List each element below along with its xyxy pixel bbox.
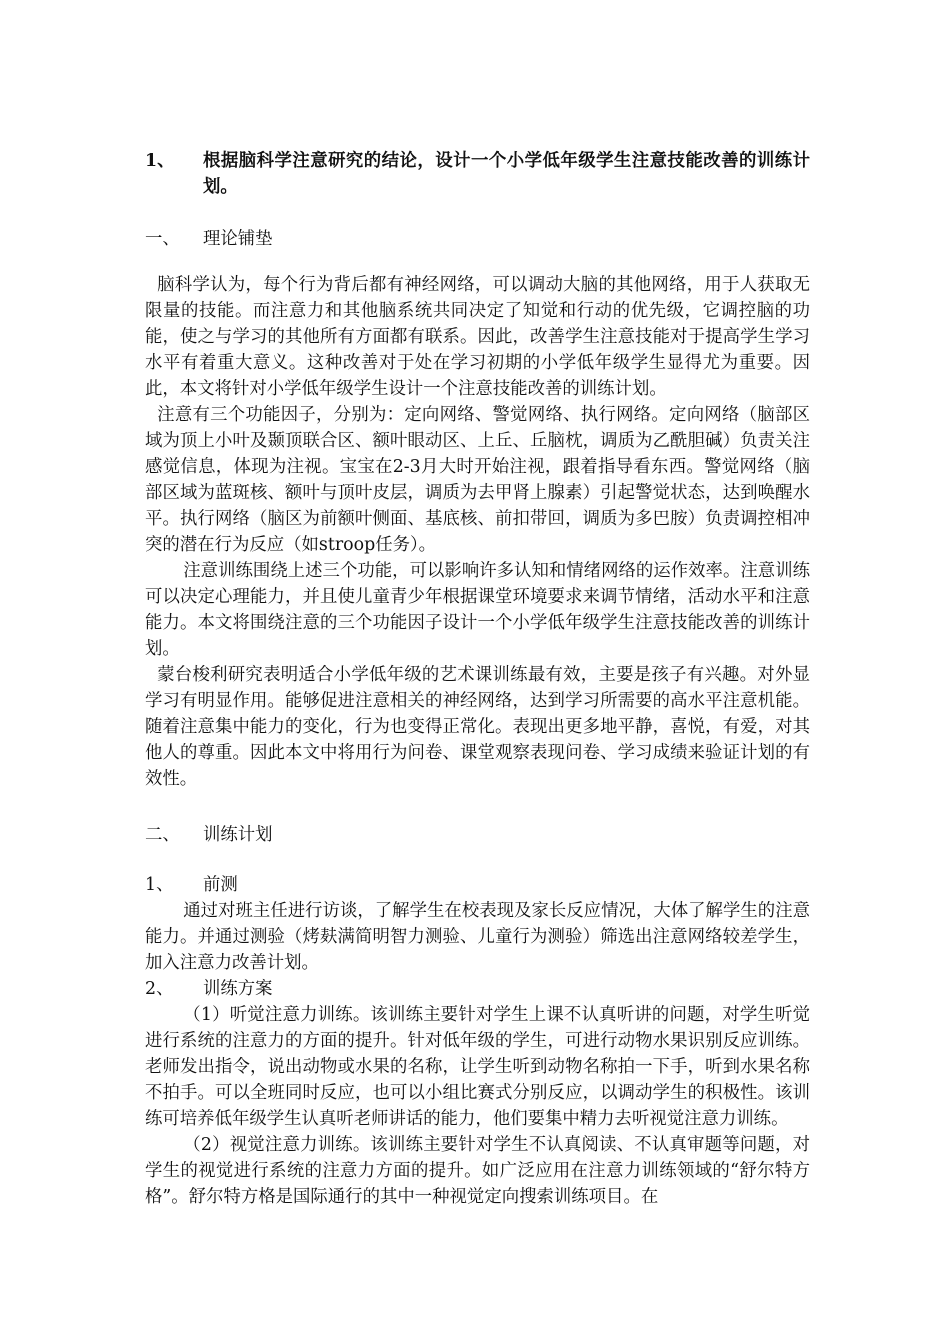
question-number: 1、	[145, 151, 175, 171]
section1-title: 理论铺垫	[203, 229, 273, 249]
subsection2-body	[145, 1002, 810, 1210]
section1-number: 一、	[145, 229, 180, 249]
subsection1-number: 1、	[145, 875, 174, 895]
question-text: 根据脑科学注意研究的结论，设计一个小学低年级学生注意技能改善的训练计划。	[203, 151, 810, 197]
subsection2-heading	[145, 976, 810, 1002]
paragraph: 脑科学认为，每个行为背后都有神经网络，可以调动大脑的其他网络，用于人获取无限量的技能。而注意力和其他脑系统共同决定了知觉和行动的优先级，它调控脑的功能，使之与学习的其他所有方面都有联系。因此，改善学生注意技能对于提高学生学习水平有着重大意义。这种改善对于处在学习初期的小学低年级学生显得尤为重要。因此，本文将针对小学低年级学生设计一个注意技能改善的训练计划。	[145, 275, 810, 399]
paragraph: （2）视觉注意力训练。该训练主要针对学生不认真阅读、不认真审题等问题，对学生的视觉进行系统的注意力方面的提升。如广泛应用在注意力训练领域的“舒尔特方格”。舒尔特方格是国际通行的其中一种视觉定向搜索训练项目。在	[145, 1135, 810, 1207]
paragraph: 注意有三个功能因子，分别为：定向网络、警觉网络、执行网络。定向网络（脑部区域为顶上小叶及颞顶联合区、额叶眼动区、上丘、丘脑枕，调质为乙酰胆碱）负责关注感觉信息，体现为注视。宝宝在2-3月大时开始注视，跟着指导看东西。警觉网络（脑部区域为蓝斑核、额叶与顶叶皮层，调质为去甲肾上腺素）引起警觉状态，达到唤醒水平。执行网络（脑区为前额叶侧面、基底核、前扣带回，调质为多巴胺）负责调控相冲突的潜在行为反应（如stroop任务）。	[145, 405, 810, 555]
subsection1-body	[145, 898, 810, 976]
subsection2-number: 2、	[145, 979, 174, 999]
paragraph: 注意训练围绕上述三个功能，可以影响许多认知和情绪网络的运作效率。注意训练可以决定心理能力，并且使儿童青少年根据课堂环境要求来调节情绪，活动水平和注意能力。本文将围绕注意的三个功能因子设计一个小学低年级学生注意技能改善的训练计划。	[145, 561, 810, 659]
subsection1-title: 前测	[203, 875, 238, 895]
section2-title: 训练计划	[203, 825, 273, 845]
section2-heading	[145, 822, 810, 848]
subsection2-title: 训练方案	[203, 979, 273, 999]
section2-number: 二、	[145, 825, 180, 845]
paragraph: 蒙台梭利研究表明适合小学低年级的艺术课训练最有效，主要是孩子有兴趣。对外显学习有明显作用。能够促进注意相关的神经网络，达到学习所需要的高水平注意机能。随着注意集中能力的变化，行为也变得正常化。表现出更多地平静，喜悦，有爱，对其他人的尊重。因此本文中将用行为问卷、课堂观察表现问卷、学习成绩来验证计划的有效性。	[145, 665, 810, 789]
section1-body	[145, 272, 810, 792]
paragraph: （1）听觉注意力训练。该训练主要针对学生上课不认真听讲的问题，对学生听觉进行系统的注意力的方面的提升。针对低年级的学生，可进行动物水果识别反应训练。老师发出指令，说出动物或水果的名称，让学生听到动物名称拍一下手，听到水果名称不拍手。可以全班同时反应，也可以小组比赛式分别反应，以调动学生的积极性。该训练可培养低年级学生认真听老师讲话的能力，他们要集中精力去听视觉注意力训练。	[145, 1005, 810, 1129]
subsection1-heading	[145, 872, 810, 898]
section1-heading	[145, 226, 810, 252]
question-title	[145, 148, 810, 200]
paragraph: 通过对班主任进行访谈，了解学生在校表现及家长反应情况，大体了解学生的注意能力。并通过测验（烤麸满简明智力测验、儿童行为测验）筛选出注意网络较差学生，加入注意力改善计划。	[145, 901, 810, 973]
